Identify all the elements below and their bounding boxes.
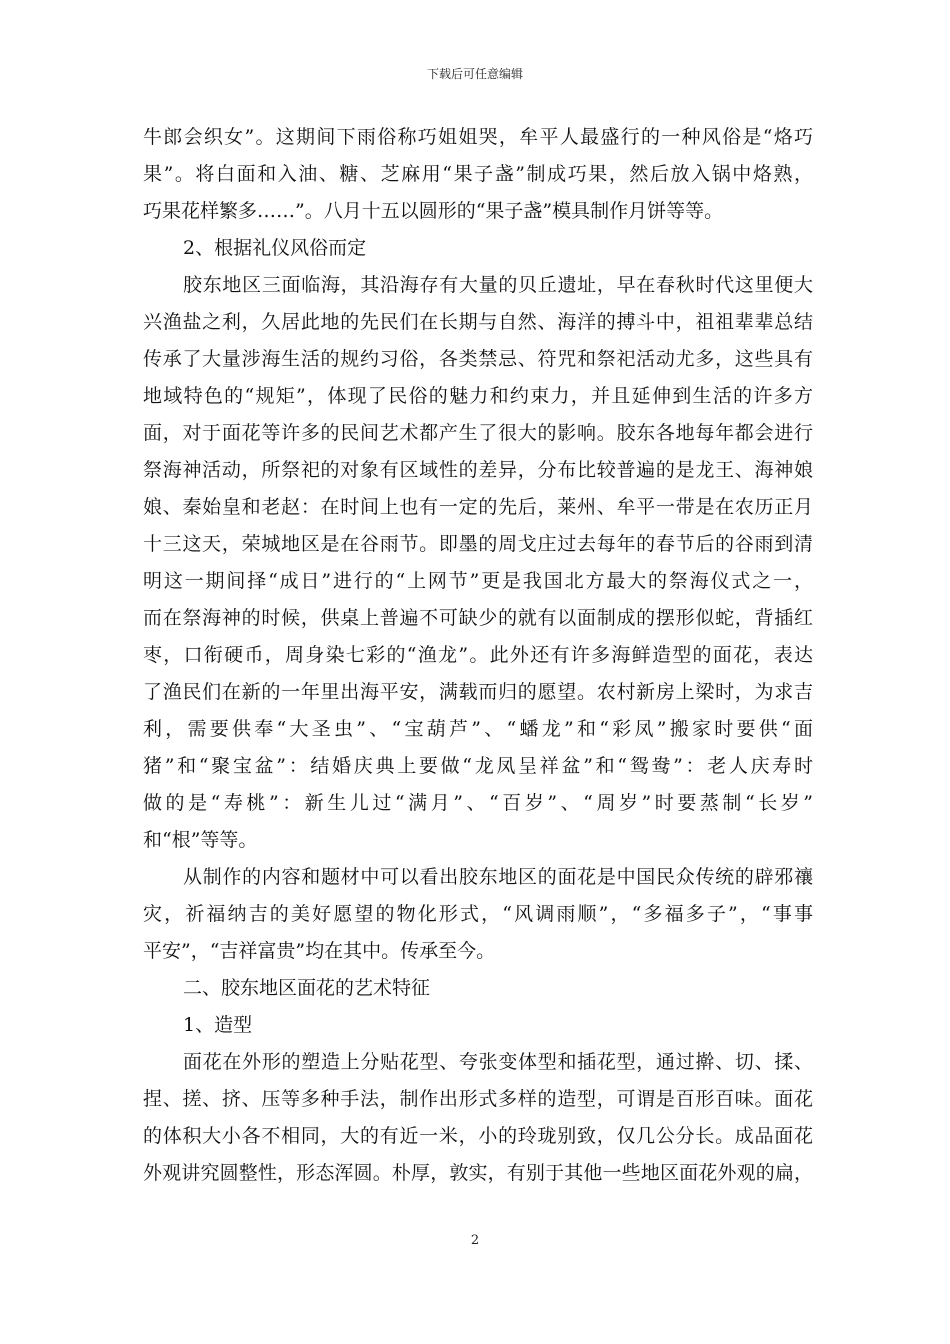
text-line: 明这一期间择“成日”进行的“上网节”更是我国北方最大的祭海仪式之一， xyxy=(143,570,813,592)
text-line: 巧果花样繁多……”。八月十五以圆形的“果子盏”模具制作月饼等等。 xyxy=(143,200,724,222)
text-line: 十三这天，荣城地区是在谷雨节。即墨的周戈庄过去每年的春节后的谷雨到清 xyxy=(143,533,813,555)
text-line: 1、造型 xyxy=(183,1014,253,1036)
text-line: 捏、搓、挤、压等多种手法，制作出形式多样的造型，可谓是百形百味。面花 xyxy=(143,1088,813,1110)
text-line: 面花在外形的塑造上分贴花型、夸张变体型和插花型，通过擀、切、揉、 xyxy=(183,1051,813,1073)
text-line: 果”。将白面和入油、糖、芝麻用“果子盏”制成巧果，然后放入锅中烙熟， xyxy=(143,163,813,185)
page-header: 下载后可任意编辑 xyxy=(426,67,523,81)
text-line: 和“根”等等。 xyxy=(143,829,258,851)
text-line: 2、根据礼仪风俗而定 xyxy=(183,237,367,259)
text-line: 的体积大小各不相同，大的有近一米，小的玲珑别致，仅几公分长。成品面花 xyxy=(143,1125,813,1147)
text-line: 了渔民们在新的一年里出海平安，满载而归的愿望。农村新房上梁时，为求吉 xyxy=(143,681,813,703)
text-line: 牛郎会织女”。这期间下雨俗称巧姐姐哭，牟平人最盛行的一种风俗是“烙巧 xyxy=(143,126,813,148)
text-line: 祭海神活动，所祭祀的对象有区域性的差异，分布比较普遍的是龙王、海神娘 xyxy=(143,459,813,481)
text-line: 而在祭海神的时候，供桌上普遍不可缺少的就有以面制成的摆形似蛇，背插红 xyxy=(143,607,813,629)
text-line: 从制作的内容和题材中可以看出胶东地区的面花是中国民众传统的辟邪禳 xyxy=(183,866,813,888)
text-line: 二、胶东地区面花的艺术特征 xyxy=(183,977,431,999)
text-line: 平安”，“吉祥富贵”均在其中。传承至今。 xyxy=(143,940,496,962)
document-body xyxy=(143,119,813,1192)
text-line: 外观讲究圆整性，形态浑圆。朴厚，敦实，有别于其他一些地区面花外观的扁， xyxy=(143,1162,813,1184)
text-line: 做的是“寿桃”：新生儿过“满月”、“百岁”、“周岁”时要蒸制“长岁” xyxy=(143,792,813,814)
text-line: 面，对于面花等许多的民间艺术都产生了很大的影响。胶东各地每年都会进行 xyxy=(143,422,813,444)
text-line: 利，需要供奉“大圣虫”、“宝葫芦”、“蟠龙”和“彩凤”搬家时要供“面 xyxy=(143,718,813,740)
text-line: 灾，祈福纳吉的美好愿望的物化形式，“风调雨顺”，“多福多子”，“事事 xyxy=(143,903,813,925)
text-line: 枣，口衔硬币，周身染七彩的“渔龙”。此外还有许多海鲜造型的面花，表达 xyxy=(143,644,813,666)
text-line: 兴渔盐之利，久居此地的先民们在长期与自然、海洋的搏斗中，祖祖辈辈总结 xyxy=(143,311,813,333)
text-line: 地域特色的“规矩”，体现了民俗的魅力和约束力，并且延伸到生活的许多方 xyxy=(143,385,813,407)
text-line: 胶东地区三面临海，其沿海存有大量的贝丘遗址，早在春秋时代这里便大 xyxy=(183,274,813,296)
page-number: 2 xyxy=(470,1233,480,1248)
text-line: 娘、秦始皇和老赵：在时间上也有一定的先后，莱州、牟平一带是在农历正月 xyxy=(143,496,813,518)
text-line: 猪”和“聚宝盆”：结婚庆典上要做“龙凤呈祥盆”和“鸳鸯”：老人庆寿时 xyxy=(143,755,813,777)
text-line: 传承了大量涉海生活的规约习俗，各类禁忌、符咒和祭祀活动尤多，这些具有 xyxy=(143,348,813,370)
